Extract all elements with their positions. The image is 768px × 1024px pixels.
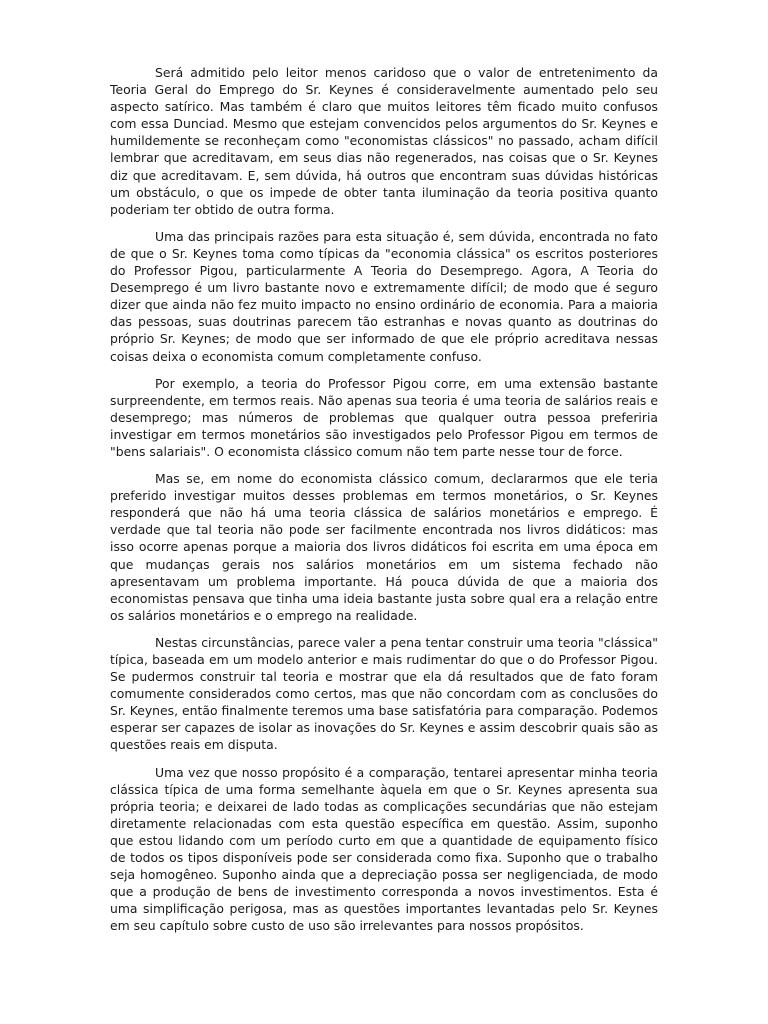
document-page: [110, 64, 658, 935]
paragraph-6: Uma vez que nosso propósito é a comparação, tentarei apresentar minha teoria clássica típica de uma forma semelhante àquela em que o Sr. Keynes apresenta sua própria teoria; e deixarei de lado todas as complicações secundárias que não estejam diretamente relacionadas com esta questão específica em questão. Assim, suponho que estou lidando com um período curto em que a quantidade de equipamento físico de todos os tipos disponíveis pode ser considerada como fixa. Suponho que o trabalho seja homogêneo. Suponho ainda que a depreciação possa ser negligenciada, de modo que a produção de bens de investimento corresponda a novos investimentos. Esta é uma simplificação perigosa, mas as questões importantes levantadas pelo Sr. Keynes em seu capítulo sobre custo de uso são irrelevantes para nossos propósitos.: [110, 764, 658, 934]
paragraph-3: Por exemplo, a teoria do Professor Pigou corre, em uma extensão bastante surpreendente, em termos reais. Não apenas sua teoria é uma teoria de salários reais e desemprego; mas números de problemas que qualquer outra pessoa preferiria investigar em termos monetários são investigados pelo Professor Pigou em termos de "bens salariais". O economista clássico comum não tem parte nesse tour de force.: [110, 375, 658, 459]
paragraph-2: Uma das principais razões para esta situação é, sem dúvida, encontrada no fato de que o Sr. Keynes toma como típicas da "economia clássica" os escritos posteriores do Professor Pigou, particularmente A Teoria do Desemprego. Agora, A Teoria do Desemprego é um livro bastante novo e extremamente difícil; de modo que é seguro dizer que ainda não fez muito impacto no ensino ordinário de economia. Para a maioria das pessoas, suas doutrinas parecem tão estranhas e novas quanto as doutrinas do próprio Sr. Keynes; de modo que ser informado de que ele próprio acreditava nessas coisas deixa o economista comum completamente confuso.: [110, 228, 658, 364]
paragraph-4: Mas se, em nome do economista clássico comum, declararmos que ele teria preferido investigar muitos desses problemas em termos monetários, o Sr. Keynes responderá que não há uma teoria clássica de salários monetários e emprego. É verdade que tal teoria não pode ser facilmente encontrada nos livros didáticos: mas isso ocorre apenas porque a maioria dos livros didáticos foi escrita em uma época em que mudanças gerais nos salários monetários em um sistema fechado não apresentavam um problema importante. Há pouca dúvida de que a maioria dos economistas pensava que tinha uma ideia bastante justa sobre qual era a relação entre os salários monetários e o emprego na realidade.: [110, 471, 658, 623]
paragraph-1: Será admitido pelo leitor menos caridoso que o valor de entretenimento da Teoria Geral do Emprego do Sr. Keynes é consideravelmente aumentado pelo seu aspecto satírico. Mas também é claro que muitos leitores têm ficado muito confusos com essa Dunciad. Mesmo que estejam convencidos pelos argumentos do Sr. Keynes e humildemente se reconheçam como "economistas clássicos" no passado, acham difícil lembrar que acreditavam, em seus dias não regenerados, nas coisas que o Sr. Keynes diz que acreditavam. E, sem dúvida, há outros que encontram suas dúvidas históricas um obstáculo, o que os impede de obter tanta iluminação da teoria positiva quanto poderiam ter obtido de outra forma.: [110, 65, 658, 217]
paragraph-5: Nestas circunstâncias, parece valer a pena tentar construir uma teoria "clássica" típica, baseada em um modelo anterior e mais rudimentar do que o do Professor Pigou. Se pudermos construir tal teoria e mostrar que ela dá resultados que de fato foram comumente considerados como certos, mas que não concordam com as conclusões do Sr. Keynes, então finalmente teremos uma base satisfatória para comparação. Podemos esperar ser capazes de isolar as inovações do Sr. Keynes e assim descobrir quais são as questões reais em disputa.: [110, 634, 658, 753]
